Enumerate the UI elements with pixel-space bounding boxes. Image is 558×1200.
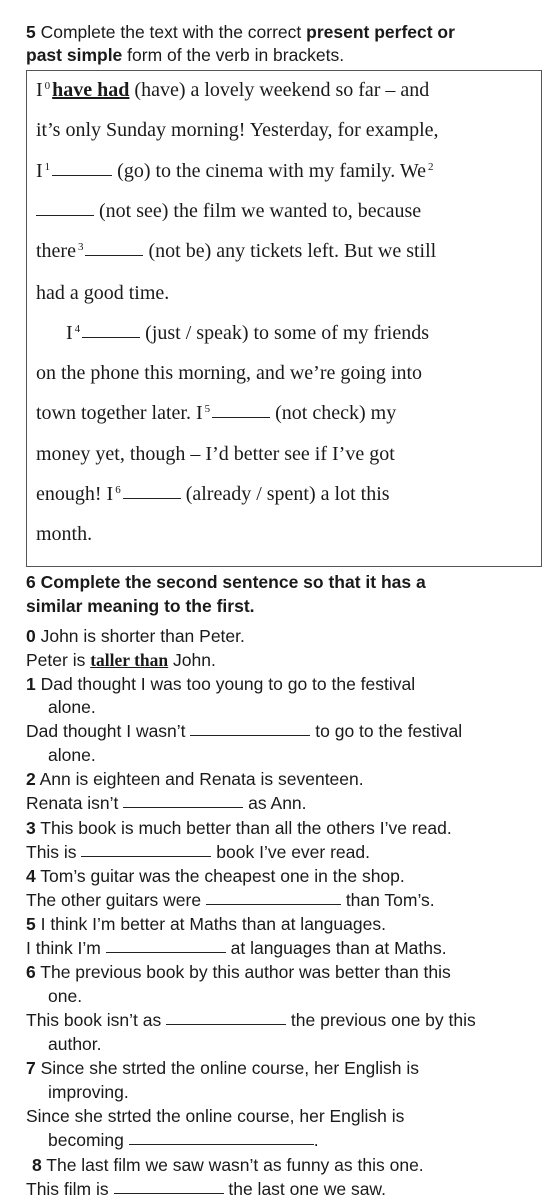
q6-answer-line2: author. (48, 1034, 102, 1054)
q1-prompt: 1 Dad thought I was too young to go to the festival (26, 674, 416, 694)
q2-answer-line: Renata isn’t as Ann. (26, 793, 307, 813)
exercise-6-heading-line2: similar meaning to the first. (26, 596, 255, 616)
answer-blank-q6[interactable] (166, 1023, 286, 1025)
q0-answer-line: Peter is taller than John. (26, 650, 216, 670)
q4-prompt: 4 Tom’s guitar was the cheapest one in the shop. (26, 866, 405, 886)
q6-answer-line: This book isn’t as the previous one by this (26, 1010, 476, 1030)
answer-blank-1[interactable] (52, 174, 112, 176)
example-answer: have had (52, 79, 130, 101)
answer-blank-q5[interactable] (106, 951, 226, 953)
text-line-9: town together later. I $^5$ (not check) my (36, 402, 397, 424)
exercise-5-heading: 5 Complete the text with the correct present perfect or (26, 22, 455, 42)
q5-answer-line: I think I’m at languages than at Maths. (26, 938, 447, 958)
q1-prompt-line2: alone. (48, 697, 96, 717)
text-line-6: had a good time. (36, 282, 170, 304)
text-line-12: month. (36, 523, 93, 545)
exercise-5-heading-line2: past simple form of the verb in brackets. (26, 45, 345, 65)
q7-prompt-line2: improving. (48, 1082, 129, 1102)
exercise-6-heading: 6 Complete the second sentence so that it has a (26, 572, 426, 592)
answer-blank-q4[interactable] (206, 903, 341, 905)
q7-answer-line2: becoming . (48, 1130, 319, 1150)
answer-blank-q2[interactable] (123, 806, 243, 808)
text-line-3: I $^1$ (go) to the cinema with my family. We $^2$ (36, 160, 434, 182)
answer-blank-q1[interactable] (190, 734, 310, 736)
q2-prompt: 2 Ann is eighteen and Renata is seventeen. (26, 769, 364, 789)
q1-answer-line2: alone. (48, 745, 96, 765)
q6-prompt: 6 The previous book by this author was better than this (26, 962, 451, 982)
text-line-4: (not see) the film we wanted to, because (36, 200, 421, 223)
text-line-7: I $^4$ (just / speak) to some of my friends (66, 322, 430, 344)
q0-prompt: 0 John is shorter than Peter. (26, 626, 245, 646)
text-line-10: money yet, though – I’d better see if I’ve got (36, 443, 395, 465)
q3-answer-line: This is book I’ve ever read. (26, 842, 370, 862)
q3-prompt: 3 This book is much better than all the others I’ve read. (26, 818, 452, 838)
q6-prompt-line2: one. (48, 986, 83, 1006)
answer-blank-3[interactable] (85, 254, 143, 256)
text-line-5: there $^3$ (not be) any tickets left. But we still (36, 240, 437, 262)
text-line-2: it’s only Sunday morning! Yesterday, for example, (36, 119, 439, 141)
q7-prompt: 7 Since she strted the online course, her English is (26, 1058, 419, 1078)
answer-blank-6[interactable] (123, 497, 181, 499)
q8-answer-line: This film is the last one we saw. (26, 1179, 386, 1199)
text-line-8: on the phone this morning, and we’re going into (36, 362, 423, 384)
text-line-1: I $^0$ have had (have) a lovely weekend so far – and (36, 79, 430, 101)
q7-answer-line: Since she strted the online course, her English is (26, 1106, 405, 1126)
q4-answer-line: The other guitars were than Tom’s. (26, 890, 435, 910)
q8-prompt: 8 The last film we saw wasn’t as funny as this one. (32, 1155, 424, 1175)
answer-blank-2[interactable] (36, 214, 94, 216)
answer-blank-q7[interactable] (129, 1143, 314, 1145)
answer-blank-4[interactable] (82, 336, 140, 338)
text-line-11: enough! I $^6$ (already / spent) a lot this (36, 483, 390, 505)
example-answer-q0: taller than (90, 650, 169, 670)
answer-blank-q3[interactable] (81, 855, 211, 857)
q1-answer-line: Dad thought I wasn’t to go to the festival (26, 721, 463, 741)
q5-prompt: 5 I think I’m better at Maths than at languages. (26, 914, 386, 934)
answer-blank-5[interactable] (212, 416, 270, 418)
answer-blank-q8[interactable] (114, 1192, 224, 1194)
